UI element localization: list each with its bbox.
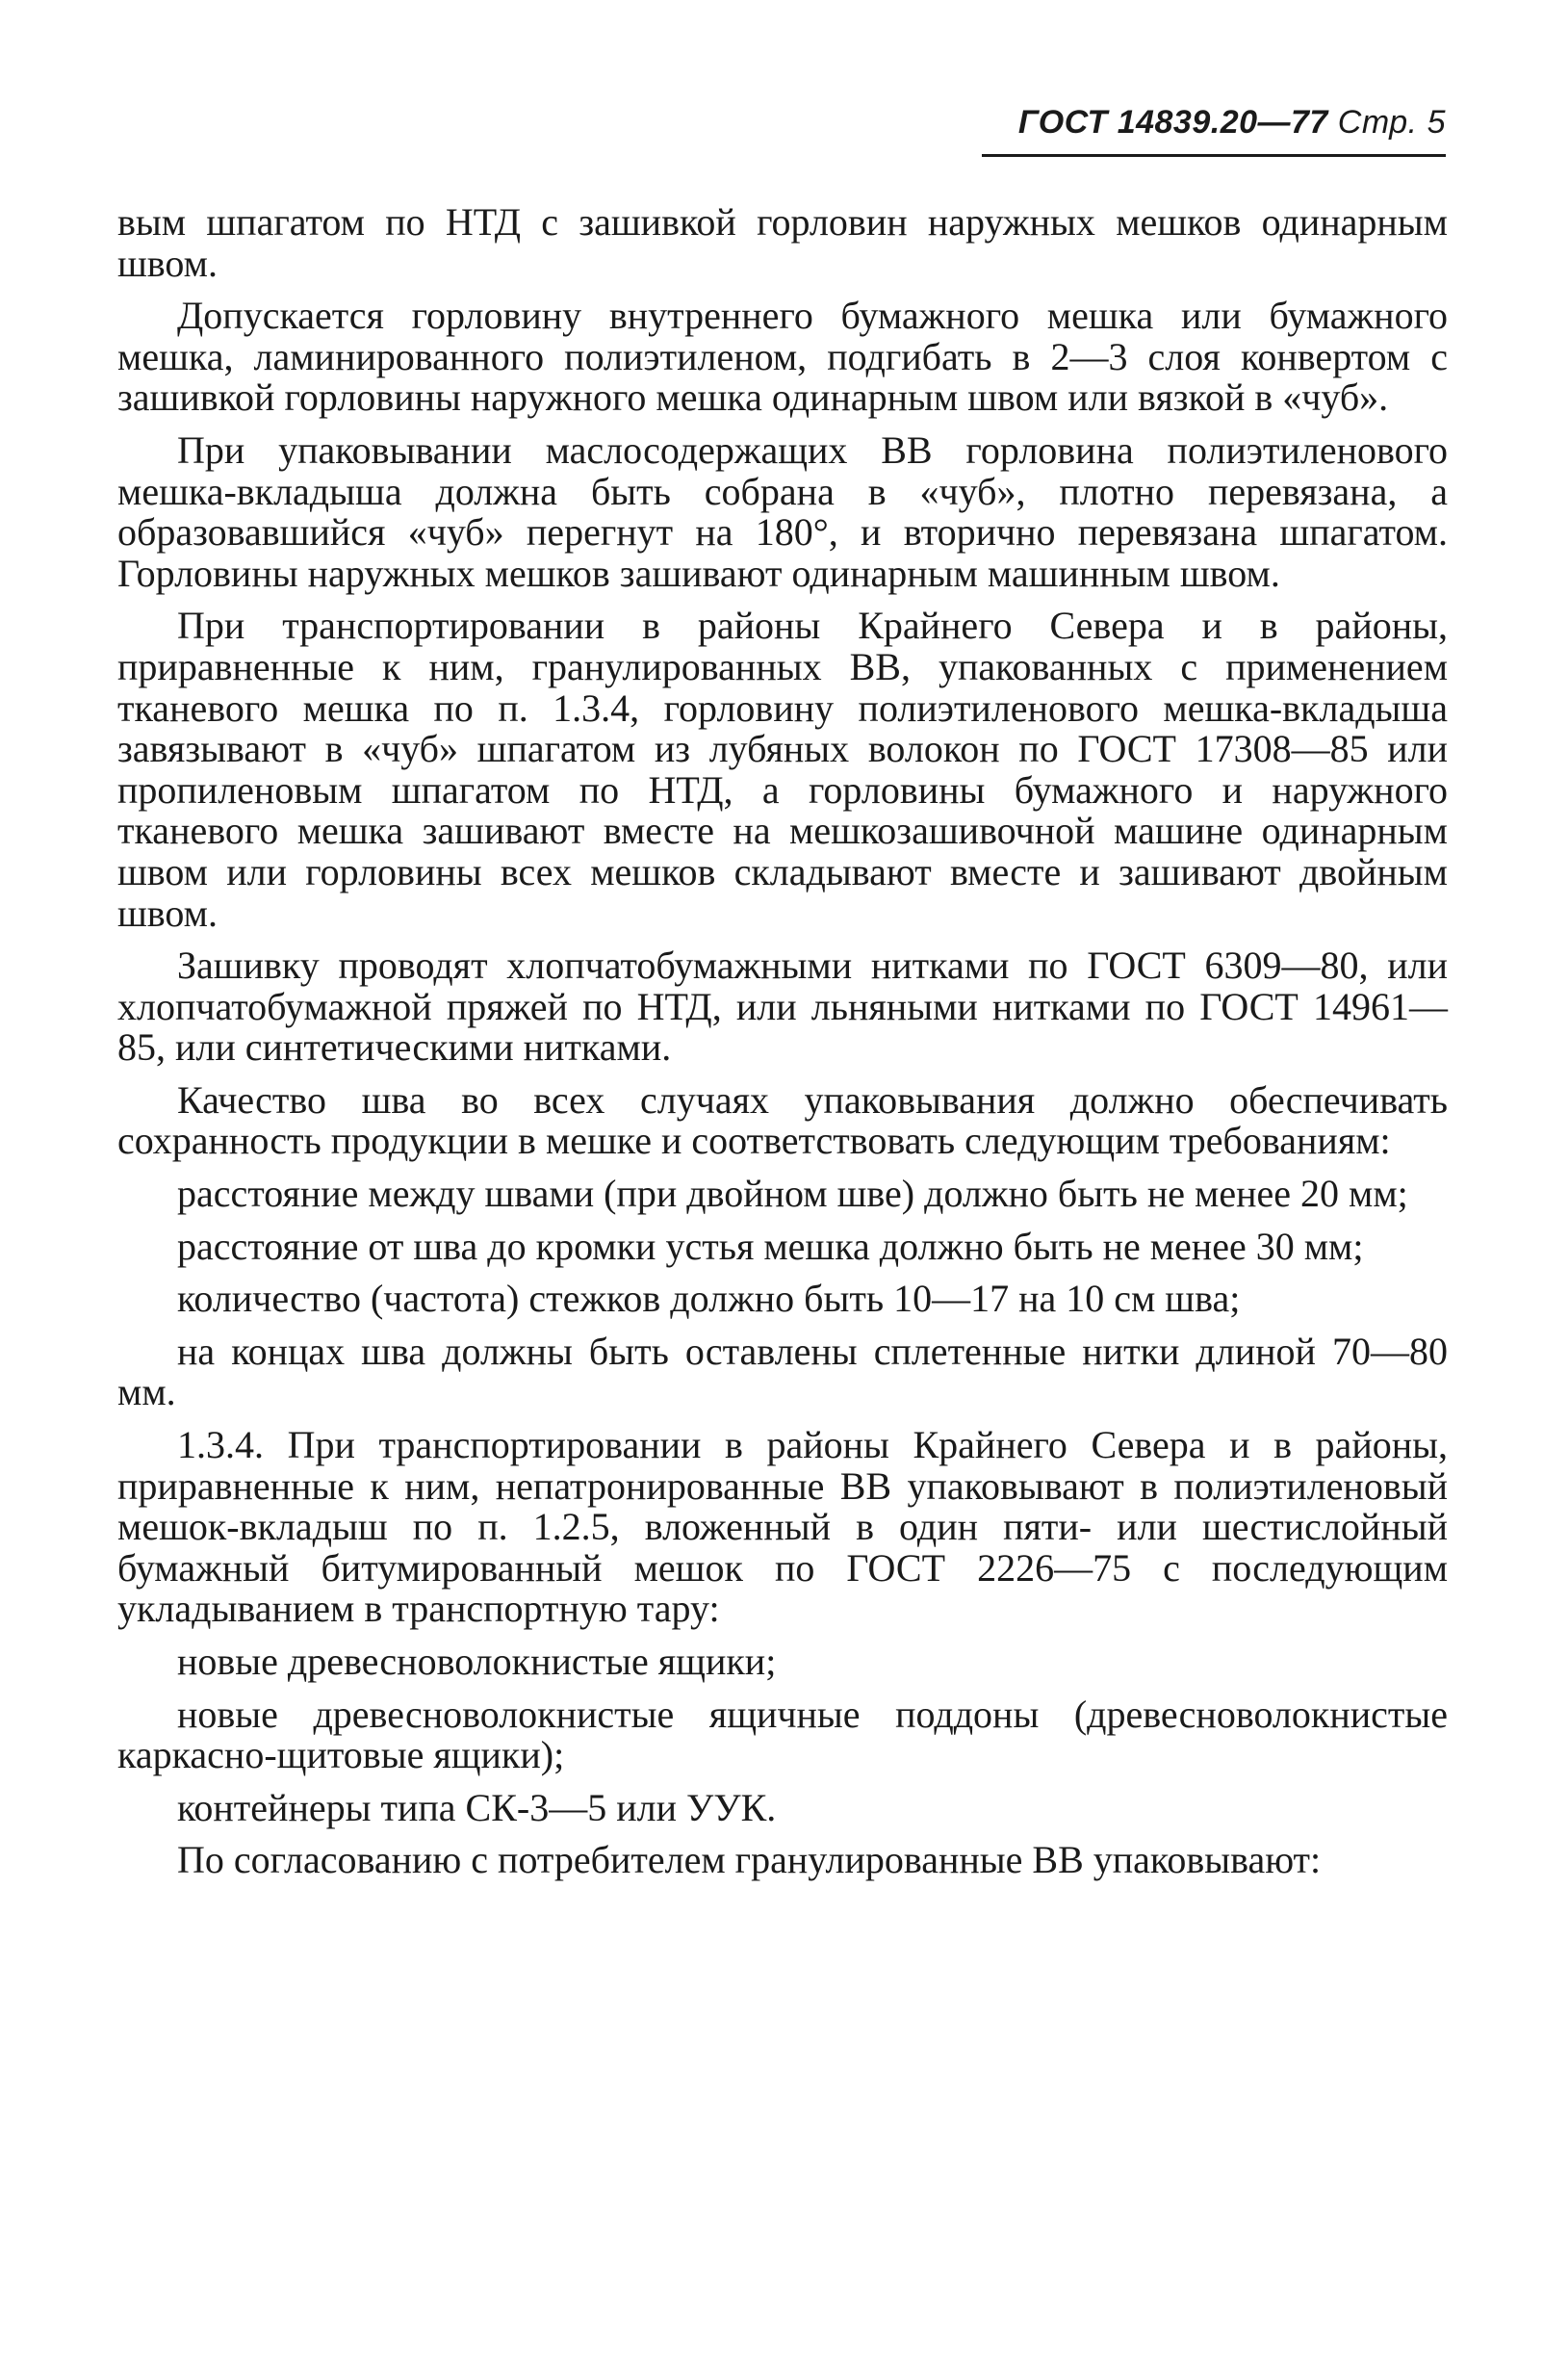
requirement-item: расстояние от шва до кромки устья мешка должно быть не менее 30 мм;	[177, 1224, 1364, 1268]
header-rule	[982, 154, 1446, 157]
clause-1-3-4: 1.3.4. При транспортировании в районы Крайнего Севера и в районы, приравненные к ним, непатронированные ВВ упаковывают в полиэтиленовый мешок-вкладыш по п. 1.2.5, вложенный в один пяти- или шестислойный бумажный битумированный мешок по ГОСТ 2226—75 с последующим укладыванием в транспортную тару:	[117, 1423, 1448, 1631]
paragraph: По согласованию с потребителем гранулированные ВВ упаковывают:	[177, 1838, 1322, 1882]
paragraph: Допускается горловину внутреннего бумажного мешка или бумажного мешка, ламинированного полиэтиленом, подгибать в 2—3 слоя конвертом с зашивкой горловины наружного мешка одинарным швом или вязкой в «чуб».	[117, 294, 1448, 420]
tare-item: контейнеры типа СК-3—5 или УУК.	[177, 1785, 777, 1829]
paragraph-continuation: вым шпагатом по НТД с зашивкой горловин наружных мешков одинарным швом.	[117, 200, 1448, 285]
requirement-item: на концах шва должны быть оставлены сплетенные нитки длиной 70—80 мм.	[117, 1329, 1448, 1414]
standard-code: ГОСТ 14839.20—77	[1017, 104, 1328, 141]
page-header	[963, 104, 1446, 142]
paragraph: Зашивку проводят хлопчатобумажными нитками по ГОСТ 6309—80, или хлопчатобумажной пряжей по НТД, или льняными нитками по ГОСТ 14961—85, или синтетическими нитками.	[117, 944, 1448, 1070]
page-number-label: Стр. 5	[1337, 104, 1446, 141]
paragraph: При упаковывании маслосодержащих ВВ горловина полиэтиленового мешка-вкладыша должна быть собрана в «чуб», плотно перевязана, а образовавшийся «чуб» перегнут на 180°, и вторично перевязана шпагатом. Горловины наружных мешков зашивают одинарным машинным швом.	[117, 427, 1448, 595]
tare-item: новые древесноволокнистые ящичные поддоны (древесноволокнистые каркасно-щитовые ящики);	[117, 1692, 1448, 1777]
body-text	[117, 202, 1448, 1893]
requirement-item: расстояние между швами (при двойном шве) должно быть не менее 20 мм;	[177, 1172, 1408, 1216]
paragraph: При транспортировании в районы Крайнего Севера и в районы, приравненные к ним, гранулированных ВВ, упакованных с применением тканевого мешка по п. 1.3.4, горловину полиэтиленового мешка-вкладыша завязывают в «чуб» шпагатом из лубяных волокон по ГОСТ 17308—85 или пропиленовым шпагатом по НТД, а горловины бумажного и наружного тканевого мешка зашивают вместе на мешкозашивочной машине одинарным швом или горловины всех мешков складывают вместе и зашивают двойным швом.	[117, 604, 1448, 935]
paragraph: Качество шва во всех случаях упаковывания должно обеспечивать сохранность продукции в мешке и соответствовать следующим требованиям:	[117, 1077, 1448, 1163]
tare-item: новые древесноволокнистые ящики;	[177, 1640, 777, 1683]
requirement-item: количество (частота) стежков должно быть 10—17 на 10 см шва;	[177, 1277, 1241, 1321]
